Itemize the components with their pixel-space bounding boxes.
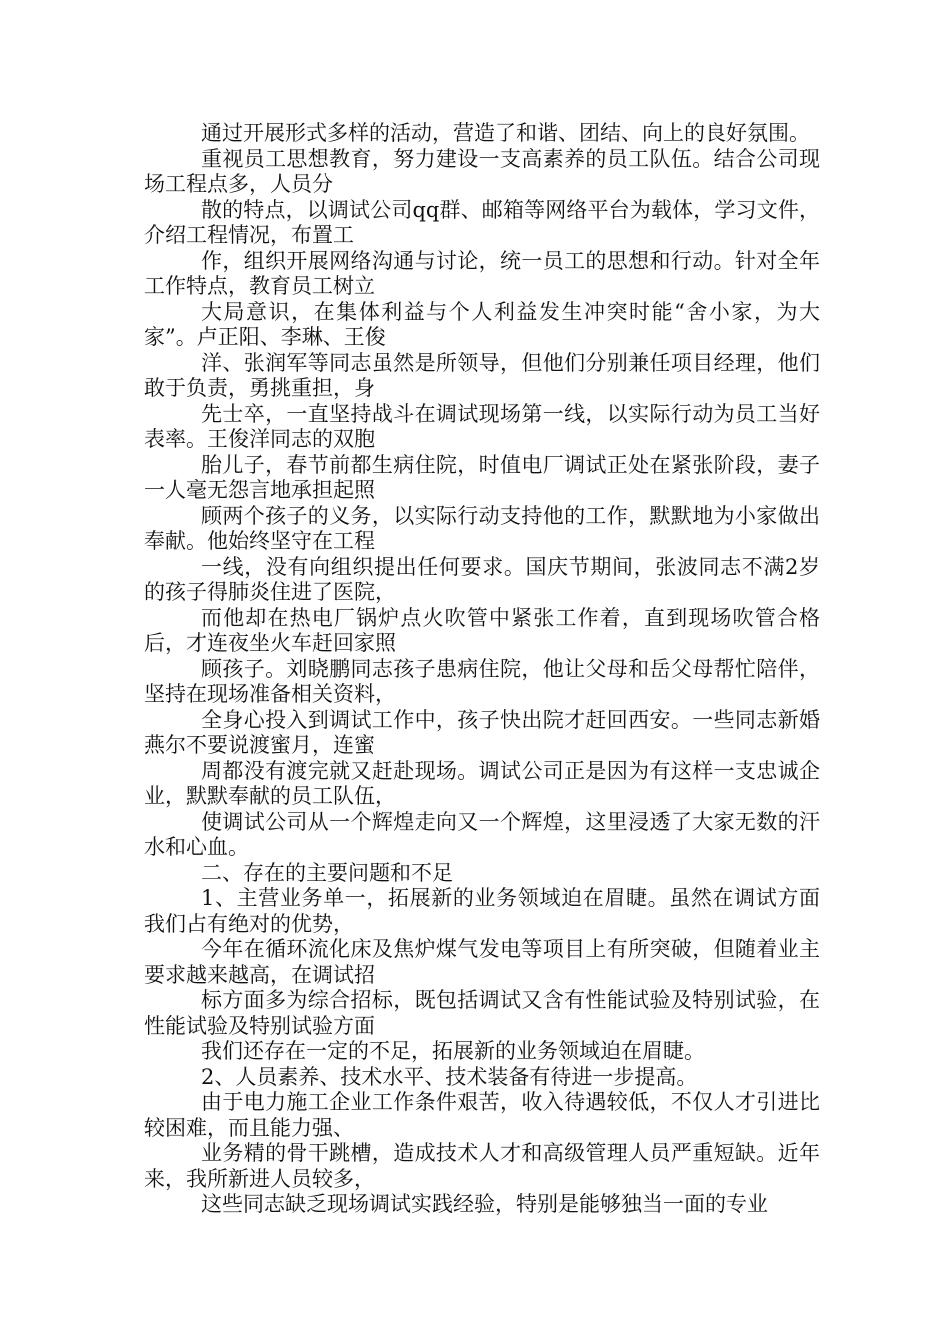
paragraph-14: 周都没有渡完就又赶赴现场。调试公司正是因为有这样一支忠诚企业，默默奉献的员工队伍， xyxy=(144,758,820,808)
paragraph-2: 重视员工思想教育，努力建设一支高素养的员工队伍。结合公司现场工程点多，人员分 xyxy=(144,146,820,196)
paragraph-19: 标方面多为综合招标，既包括调试又含有性能试验及特别试验，在性能试验及特别试验方面 xyxy=(144,988,820,1038)
paragraph-3: 散的特点，以调试公司qq群、邮箱等网络平台为载体，学习文件，介绍工程情况，布置工 xyxy=(144,197,820,247)
paragraph-12: 顾孩子。刘晓鹏同志孩子患病住院，他让父母和岳父母帮忙陪伴，坚持在现场准备相关资料， xyxy=(144,656,820,706)
paragraph-21: 2、人员素养、技术水平、技术装备有待进一步提高。 xyxy=(201,1064,698,1089)
paragraph-13: 全身心投入到调试工作中，孩子快出院才赶回西安。一些同志新婚燕尔不要说渡蜜月，连蜜 xyxy=(144,707,820,757)
paragraph-15: 使调试公司从一个辉煌走向又一个辉煌，这里浸透了大家无数的汗水和心血。 xyxy=(144,809,820,859)
paragraph-10: 一线，没有向组织提出任何要求。国庆节期间，张波同志不满2岁的孩子得肺炎住进了医院， xyxy=(144,554,820,604)
paragraph-8: 胎儿子，春节前都生病住院，时值电厂调试正处在紧张阶段，妻子一人毫无怨言地承担起照 xyxy=(144,452,820,502)
paragraph-4: 作，组织开展网络沟通与讨论，统一员工的思想和行动。针对全年工作特点，教育员工树立 xyxy=(144,248,820,298)
paragraph-9: 顾两个孩子的义务，以实际行动支持他的工作，默默地为小家做出奉献。他始终坚守在工程 xyxy=(144,503,820,553)
paragraph-23: 业务精的骨干跳槽，造成技术人才和高级管理人员严重短缺。近年来，我所新进人员较多， xyxy=(144,1141,820,1191)
paragraph-20: 我们还存在一定的不足，拓展新的业务领域迫在眉睫。 xyxy=(201,1039,705,1063)
paragraph-5: 大局意识，在集体利益与个人利益发生冲突时能“舍小家，为大家”。卢正阳、李琳、王俊 xyxy=(144,299,820,349)
paragraph-24: 这些同志缺乏现场调试实践经验，特别是能够独当一面的专业 xyxy=(201,1192,768,1216)
paragraph-18: 今年在循环流化床及焦炉煤气发电等项目上有所突破，但随着业主要求越来越高，在调试招 xyxy=(144,937,820,987)
paragraph-1: 通过开展形式多样的活动，营造了和谐、团结、向上的良好氛围。 xyxy=(201,121,810,145)
paragraph-11: 而他却在热电厂锅炉点火吹管中紧张工作着，直到现场吹管合格后，才连夜坐火车赶回家照 xyxy=(144,605,820,655)
document-body xyxy=(144,121,820,1218)
paragraph-6: 洋、张润军等同志虽然是所领导，但他们分别兼任项目经理，他们敢于负责，勇挑重担，身 xyxy=(144,350,820,400)
paragraph-22: 由于电力施工企业工作条件艰苦，收入待遇较低，不仅人才引进比较困难，而且能力强、 xyxy=(144,1090,820,1140)
paragraph-7: 先士卒，一直坚持战斗在调试现场第一线，以实际行动为员工当好表率。王俊洋同志的双胞 xyxy=(144,401,820,451)
paragraph-17: 1、主营业务单一，拓展新的业务领域迫在眉睫。虽然在调试方面我们占有绝对的优势， xyxy=(144,886,820,936)
section-heading: 二、存在的主要问题和不足 xyxy=(201,860,453,885)
